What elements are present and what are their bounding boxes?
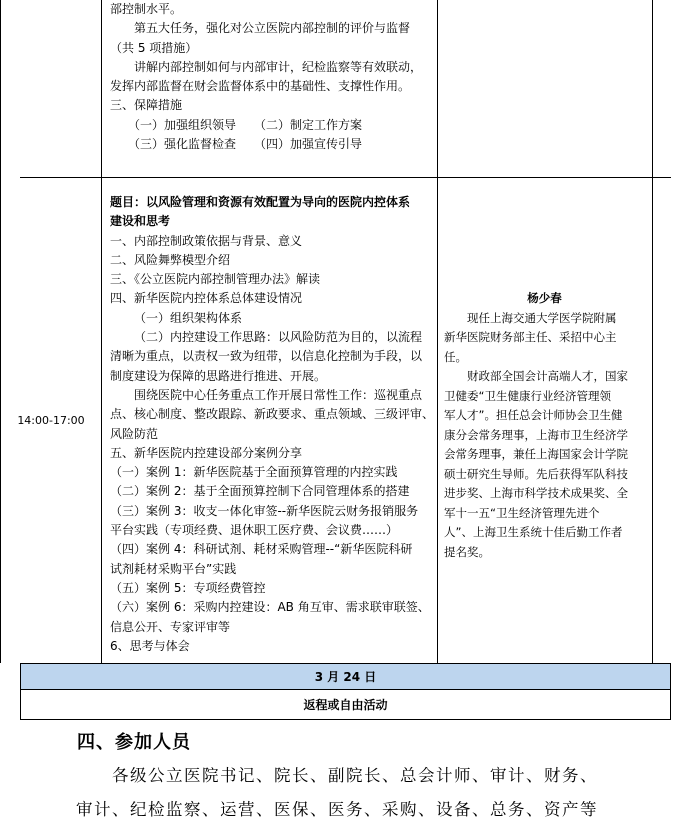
speaker-bio-line: 进步奖、上海市科学技术成果奖、全: [444, 486, 628, 500]
content-line: 平台实践（专项经费、退休职工医疗费、会议费……）: [110, 523, 399, 538]
content-line: （一）组织架构体系: [134, 310, 243, 325]
content-line: 二、风险舞弊模型介绍: [110, 252, 231, 267]
topic-title: 题目：以风险管理和资源有效配置为导向的医院内控体系: [110, 195, 411, 209]
speaker-name: 杨少春: [527, 291, 562, 305]
content-line: （三）强化监督检查 （四）加强宣传引导: [128, 137, 363, 152]
content-line: （二）内控建设工作思路：以风险防范为目的，以流程: [134, 330, 423, 345]
time-cell-empty: [1, 0, 102, 177]
content-line: 制度建设为保障的思路进行推进、开展。: [110, 368, 327, 383]
content-line: 点、核心制度、整改跟踪、新政要求、重点领域、三级评审、: [110, 407, 435, 422]
date-label: 3 月 24 日: [314, 670, 377, 684]
content-line: （三）案例 3：收支一体化审签--新华医院云财务报销服务: [110, 503, 419, 518]
date-band: [20, 663, 671, 690]
speaker-bio-line: 军人才”。担任总会计师协会卫生健: [444, 408, 623, 422]
speaker-bio-line: 康分会常务理事，上海市卫生经济学: [444, 427, 628, 442]
content-line: 讲解内部控制如何与内部审计，纪检监察等有效联动，: [134, 59, 423, 74]
content-line: （五）案例 5：专项经费管控: [110, 580, 266, 595]
content-line: 信息公开、专家评审等: [110, 619, 231, 634]
return-band: [20, 689, 671, 720]
content-line: （共 5 项措施）: [110, 40, 198, 55]
content-line: 三、《公立医院内部控制管理办法》解读: [110, 272, 321, 287]
topic-title: 建设和思考: [110, 214, 171, 229]
content-line: （四）案例 4：科研试剂、耗材采购管理--“新华医院科研: [110, 542, 413, 557]
attendees-line: 各级公立医院书记、院长、副院长、总会计师、审计、财务、: [112, 766, 598, 785]
return-label: 返程或自由活动: [303, 698, 388, 712]
content-line: 风险防范: [110, 426, 159, 441]
session-time: 14:00-17:00: [17, 413, 85, 427]
attendees-line: 审计、纪检监察、运营、医保、医务、采购、设备、总务、资产等: [76, 800, 598, 819]
speaker-bio-line: 会常务理事，兼任上海国家会计学院: [444, 447, 628, 461]
speaker-bio-line: 新华医院财务部主任、采招中心主: [444, 330, 617, 344]
content-line: 五、新华医院内控建设部分案例分享: [110, 445, 303, 460]
content-line: 三、保障措施: [110, 98, 183, 113]
speaker-bio-line: 硕士研究生导师。先后获得军队科技: [444, 466, 628, 481]
speaker-cell: [439, 177, 651, 663]
content-line: 6、思考与体会: [110, 638, 190, 653]
speaker-bio-line: 军十一五“卫生经济管理先进个: [444, 505, 600, 520]
content-line: 部控制水平。: [110, 2, 183, 16]
content-cell: [102, 177, 438, 663]
content-line: （二）案例 2：基于全面预算控制下合同管理体系的搭建: [110, 484, 410, 499]
content-line: 试剂耗材采购平台”实践: [110, 561, 237, 576]
content-line: （一）案例 1：新华医院基于全面预算管理的内控实践: [110, 465, 398, 480]
speaker-bio-line: 现任上海交通大学医学院附属: [467, 310, 617, 325]
schedule-row-afternoon: [0, 177, 653, 663]
schedule-row-continued: [0, 0, 653, 177]
speaker-bio-line: 卫健委“卫生健康行业经济管理领: [444, 388, 611, 403]
content-cell: [102, 0, 438, 177]
content-line: 一、内部控制政策依据与背景、意义: [110, 233, 303, 248]
speaker-bio-line: 人”、上海卫生系统十佳后勤工作者: [444, 525, 623, 539]
time-cell: [1, 177, 102, 663]
content-line: 四、新华医院内控体系总体建设情况: [110, 291, 303, 306]
speaker-bio-line: 提名奖。: [444, 544, 490, 559]
content-line: 围绕医院中心任务重点工作开展日常性工作：巡视重点: [134, 387, 423, 402]
content-line: 发挥内部监督在财会监督体系中的基础性、支撑性作用。: [110, 79, 411, 94]
content-line: （六）案例 6：采购内控建设：AB 角互审、需求联审联签、: [110, 600, 430, 615]
content-line: 清晰为重点，以责权一致为纽带，以信息化控制为手段，以: [110, 349, 423, 364]
section-heading: 四、参加人员: [77, 732, 191, 753]
speaker-cell-empty: [439, 0, 651, 177]
speaker-bio-line: 任。: [444, 349, 467, 364]
speaker-bio-line: 财政部全国会计高端人才，国家: [467, 369, 628, 383]
content-line: （一）加强组织领导 （二）制定工作方案: [128, 117, 363, 132]
content-line: 第五大任务，强化对公立医院内部控制的评价与监督: [134, 21, 411, 36]
